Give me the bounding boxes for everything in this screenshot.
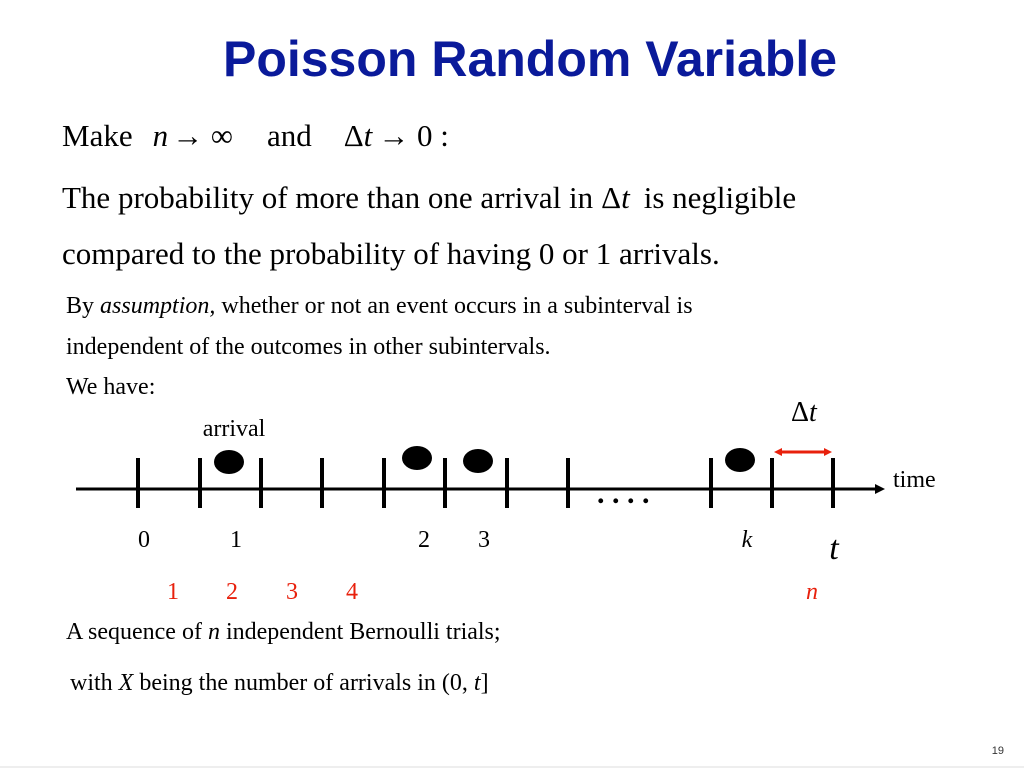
subinterval-index-label: 4 [346,579,358,605]
negligible-delta: Δ [601,180,622,215]
assumption-word: assumption, [100,293,216,319]
with-x-line [70,670,489,697]
math-to-infinity: → ∞ [172,118,233,153]
with-t: t [473,670,481,696]
arrival-dot [402,446,432,470]
arrival-count-label-k: k [741,527,753,553]
slide-title: Poisson Random Variable [222,31,838,87]
delta-t-label [791,397,818,428]
negligible-text-post: is negligible [643,180,797,215]
with-word: with [70,670,113,696]
subinterval-index-label: 3 [286,579,298,605]
end-time-label: t [829,530,839,567]
negligible-t: t [621,180,630,215]
bernoulli-line [66,619,501,646]
math-t: t [363,118,373,153]
we-have-line: We have: [66,374,156,400]
math-n: n [152,118,169,153]
subinterval-index-label-n: n [806,579,818,605]
arrival-dots [214,446,755,474]
arrival-label: arrival [202,416,266,442]
assumption-pre: By [66,293,95,319]
bernoulli-n: n [207,619,220,645]
arrival-count-label: 1 [230,527,242,553]
page-number: 19 [991,745,1004,757]
arrival-dot [725,448,755,472]
math-delta: Δ [343,118,364,153]
arrival-count-label: 3 [478,527,490,553]
time-axis-label: time [893,467,936,493]
arrival-dot [463,449,493,473]
math-line-compared: compared to the probability of having 0 or 1 arrivals. [62,236,720,271]
assumption-post: whether or not an event occurs in a subinterval is [221,293,693,319]
with-x: X [118,670,134,696]
arrival-count-label: 2 [418,527,430,553]
subinterval-index-label: 1 [167,579,179,605]
arrival-dot [214,450,244,474]
negligible-text-pre: The probability of more than one arrival in [62,180,594,215]
math-to-zero: → 0 : [378,118,449,153]
with-end: ] [480,670,489,696]
arrival-count-label: 0 [138,527,150,553]
and-word: and [266,118,312,153]
delta-t-delta: Δ [791,397,810,428]
continuation-dots: . . . . [597,477,650,510]
bernoulli-pre: A sequence of [66,619,202,645]
bernoulli-post: independent Bernoulli trials; [225,619,501,645]
subinterval-index-label: 2 [226,579,238,605]
make-word: Make [62,118,133,153]
delta-t-t: t [809,397,817,428]
with-mid: being the number of arrivals in (0, [139,670,468,696]
independent-line: independent of the outcomes in other subintervals. [66,334,551,360]
